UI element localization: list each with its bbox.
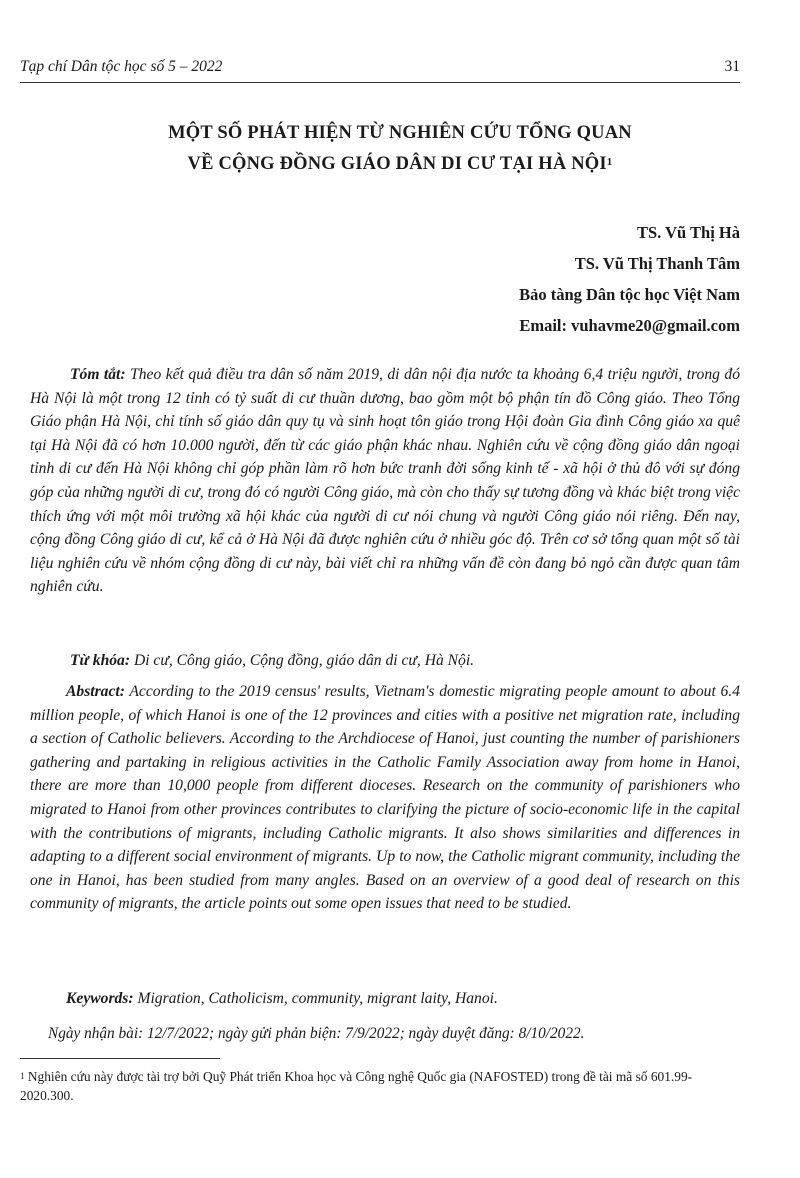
abstract-english xyxy=(30,680,740,916)
author-email[interactable]: Email: vuhavme20@gmail.com xyxy=(519,316,740,335)
keywords-vi-label: Từ khóa: xyxy=(70,652,131,669)
affiliation: Bảo tàng Dân tộc học Việt Nam xyxy=(519,285,740,304)
page-number: 31 xyxy=(724,58,740,75)
keywords-en-label: Keywords: xyxy=(66,990,134,1007)
keywords-vi-text: Di cư, Công giáo, Cộng đồng, giáo dân di cư, Hà Nội. xyxy=(133,652,475,669)
header-rule xyxy=(20,82,740,83)
keywords-english xyxy=(66,988,740,1010)
running-header xyxy=(20,54,740,86)
journal-name: Tạp chí Dân tộc học số 5 – 2022 xyxy=(20,58,223,75)
title-footnote-mark[interactable]: 1 xyxy=(606,156,613,168)
author-2: TS. Vũ Thị Thanh Tâm xyxy=(574,254,740,273)
abstract-vi-label: Tóm tắt: xyxy=(70,366,126,383)
footnote-text: Nghiên cứu này được tài trợ bởi Quỹ Phát triển Khoa học và Công nghệ Quốc gia (NAFOSTED) trong đề tài mã số 601.99-2020.300. xyxy=(20,1069,693,1103)
footnote xyxy=(20,1067,740,1105)
abstract-vietnamese xyxy=(30,363,740,599)
title-line-2: VỀ CỘNG ĐỒNG GIÁO DÂN DI CƯ TẠI HÀ NỘI$^1$ xyxy=(187,154,613,174)
footnote-rule xyxy=(20,1058,220,1059)
author-1: TS. Vũ Thị Hà xyxy=(636,223,740,242)
submission-dates: Ngày nhận bài: 12/7/2022; ngày gửi phản biện: 7/9/2022; ngày duyệt đăng: 8/10/2022. xyxy=(48,1025,585,1042)
abstract-en-text: According to the 2019 census' results, Vietnam's domestic migrating people amount to about 6.4 million people, of which Hanoi is one of the 12 provinces and cities with a positive net migration rate, including a section of Catholic believers. According to the Archdiocese of Hanoi, just counting the number of parishioners gathering and partaking in religious activities in the Catholic Family Association away from home in Hanoi, there are more than 10,000 people from different dioceses. Research on the community of parishioners who migrated to Hanoi from other provinces contributes to clarifying the picture of socio-economic life in the capital with the contributions of migrants, including Catholic migrants. It also shows similarities and differences in adapting to a different social environment of migrants. Up to now, the Catholic migrant community, including the one in Hanoi, has been studied from many angles. Based on an overview of a good deal of research on this community of migrants, the article points out some open issues that need to be studied. xyxy=(30,683,740,913)
title-line-1: MỘT SỐ PHÁT HIỆN TỪ NGHIÊN CỨU TỔNG QUAN xyxy=(168,123,632,143)
article-title xyxy=(40,118,760,180)
keywords-en-text: Migration, Catholicism, community, migrant laity, Hanoi. xyxy=(137,990,498,1007)
keywords-vietnamese xyxy=(70,650,740,672)
abstract-en-label: Abstract: xyxy=(66,683,125,700)
footnote-mark: 1 xyxy=(20,1071,25,1081)
author-block xyxy=(519,217,740,341)
abstract-vi-text: Theo kết quả điều tra dân số năm 2019, di dân nội địa nước ta khoảng 6,4 triệu người, trong đó Hà Nội là một trong 12 tỉnh có tỷ suất di cư thuần dương, bao gồm một bộ phận tín đồ Công giáo. Theo Tổng Giáo phận Hà Nội, chỉ tính số giáo dân quy tụ và sinh hoạt tôn giáo trong Hội đoàn Gia đình Công giáo xa quê tại Hà Nội đã có hơn 10.000 người, đến từ các giáo phận khác nhau. Nghiên cứu về cộng đồng giáo dân ngoại tỉnh di cư đến Hà Nội không chỉ góp phần làm rõ hơn bức tranh đời sống kinh tế - xã hội ở thủ đô với sự đóng góp của những người di cư, trong đó có người Công giáo, mà còn cho thấy sự tương đồng và khác biệt trong việc thích ứng với một môi trường xã hội khác của người di cư nói chung và người Công giáo nói riêng. Đến nay, cộng đồng Công giáo di cư, kể cả ở Hà Nội đã được nghiên cứu ở nhiều góc độ. Trên cơ sở tổng quan một số tài liệu nghiên cứu về nhóm cộng đồng di cư này, bài viết chỉ ra những vấn đề còn đang bỏ ngỏ cần được quan tâm nghiên cứu. xyxy=(30,366,740,596)
